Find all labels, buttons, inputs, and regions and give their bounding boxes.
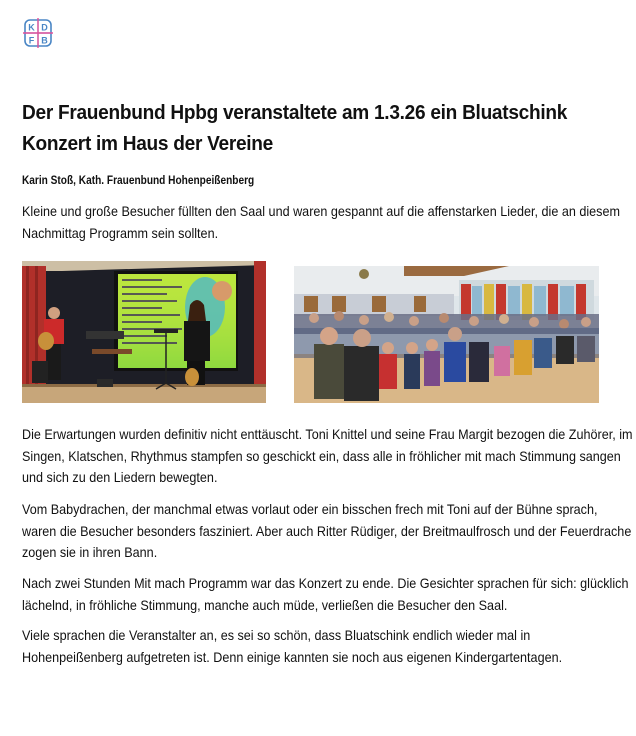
audience-photo-image: [294, 266, 599, 403]
article-intro: Kleine und große Besucher füllten den Saal und waren gespannt auf die affenstarken Lieder, die an diesem Nachmittag Programm sein sollten.: [22, 203, 620, 241]
article-paragraph-2: Vom Babydrachen, der manchmal etwas vorlaut oder ein bisschen frech mit Toni auf der Bühne sprach, waren die Besucher besonders fasziniert. Aber auch Ritter Rüdiger, der Breitmaulfrosch und der Feuerdrache zogen sie in ihren Bann.: [22, 501, 632, 560]
article-title: Der Frauenbund Hpbg veranstaltete am 1.3.26 ein Bluatschink Konzert im Haus der Vereine: [22, 101, 568, 155]
stage-photo-image: [22, 261, 266, 403]
audience-photo[interactable]: [294, 266, 599, 403]
svg-text:D: D: [41, 22, 48, 33]
kdfb-logo[interactable]: [23, 18, 53, 48]
article-paragraph-1: Die Erwartungen wurden definitiv nicht enttäuscht. Toni Knittel und seine Frau Margit bezogen die Zuhörer, im Singen, Klatschen, Rhythmus stampfen so geschickt ein, dass alle in fröhlicher mit mach Stimmung sangen und sich zu den Liedern bewegten.: [22, 426, 633, 485]
svg-text:F: F: [28, 35, 35, 46]
kdfb-logo-icon: [23, 18, 53, 48]
article-paragraph-4: Viele sprachen die Veranstalter an, es sei so schön, dass Bluatschink endlich wieder mal in Hohenpeißenberg aufgetreten ist. Denn einige kannten sie noch aus eigenen Kindergartentagen.: [22, 627, 563, 665]
stage-photo[interactable]: [22, 261, 266, 403]
article-paragraph-3: Nach zwei Stunden Mit mach Programm war das Konzert zu ende. Die Gesichter sprachen für sich: glücklich lächelnd, in fröhliche Stimmung, manche auch müde, verließen die Besucher den Saal.: [22, 575, 629, 613]
svg-text:B: B: [41, 35, 48, 46]
article-author: Karin Stoß, Kath. Frauenbund Hohenpeißenberg: [22, 175, 255, 187]
svg-text:K: K: [28, 22, 35, 33]
